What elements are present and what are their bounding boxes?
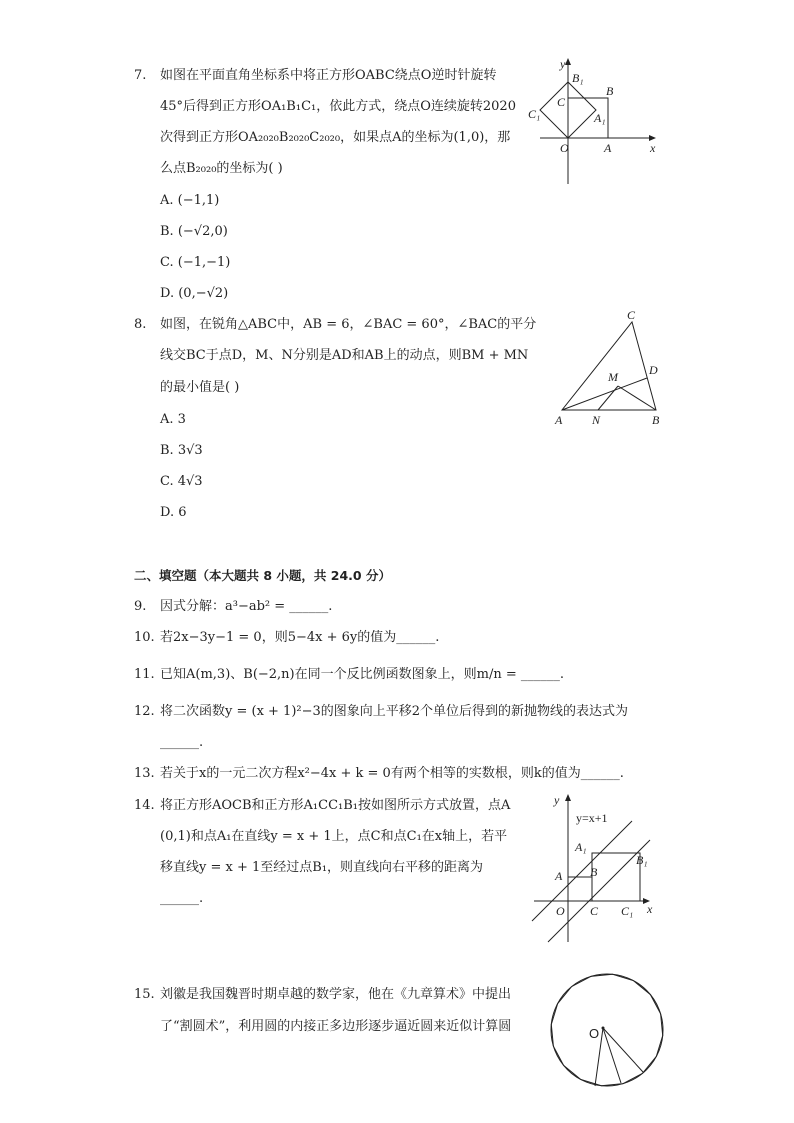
q7-option-d: D. (0,−√2): [160, 286, 229, 301]
q7-line-3: 次得到正方形OA₂₀₂₀B₂₀₂₀C₂₀₂₀，如果点A的坐标为(1,0)，那: [160, 130, 511, 145]
q8-label-a: A: [555, 413, 563, 427]
q13-text: 若关于x的一元二次方程x²−4x + k = 0有两个相等的实数根，则k的值为______.: [160, 766, 624, 781]
q12-number: 12.: [134, 704, 155, 719]
q8-option-b: B. 3√3: [160, 443, 203, 458]
q14-figure: [528, 790, 663, 945]
q14-number: 14.: [134, 798, 155, 813]
q15-line-2: 了“割圆术”，利用圆的内接正多边形逐步逼近圆来近似计算圆: [160, 1019, 512, 1034]
q8-segment-mn: [598, 386, 618, 410]
q15-line-1: 刘徽是我国魏晋时期卓越的数学家，他在《九章算术》中提出: [160, 987, 512, 1002]
section-title: 二、填空题（本大题共 8 小题，共 24.0 分）: [134, 568, 391, 583]
q14-line-3: 移直线y = x + 1至经过点B₁，则直线向右平移的距离为: [160, 860, 484, 875]
q14-label-b: B: [590, 865, 598, 879]
q14-line-y-x-plus-1: [532, 821, 632, 921]
q15-label-o: O: [589, 1026, 600, 1041]
q7-label-a1: A₁: [594, 111, 606, 125]
q8-label-c: C: [627, 308, 636, 322]
q13-number: 13.: [134, 766, 155, 781]
q7-label-y: y: [560, 57, 566, 71]
q7-label-a: A: [604, 141, 612, 155]
q7-label-x: x: [650, 141, 656, 155]
q8-line-3: 的最小值是( ): [160, 380, 240, 395]
q7-line-4: 么点B₂₀₂₀的坐标为( ): [160, 161, 283, 176]
q8-option-c: C. 4√3: [160, 474, 203, 489]
q14-label-a1: A₁: [575, 840, 587, 854]
q8-option-a: A. 3: [160, 412, 186, 427]
q11-text: 已知A(m,3)、B(−2,n)在同一个反比例函数图象上，则m/n = ______.: [160, 667, 564, 682]
q14-square-aocb: [568, 877, 592, 901]
q8-label-m: M: [608, 370, 618, 384]
q14-label-y: y: [554, 793, 560, 807]
q12-line-1: 将二次函数y = (x + 1)²−3的图象向上平移2个单位后得到的新抛物线的表达式为: [160, 704, 629, 719]
q14-label-c1: C₁: [621, 904, 634, 918]
q7-label-o: O: [560, 141, 569, 155]
q8-line-2: 线交BC于点D，M、N分别是AD和AB上的动点，则BM + MN: [160, 348, 529, 363]
q15-radius-2: [603, 1028, 621, 1083]
q14-label-b1: B₁: [636, 853, 648, 867]
q14-label-o: O: [556, 904, 565, 918]
q9-number: 9.: [134, 599, 147, 614]
q7-line-1: 如图在平面直角坐标系中将正方形OABC绕点O逆时针旋转: [160, 68, 497, 83]
q14-square-a1cc1b1: [592, 853, 640, 901]
q8-label-d: D: [649, 363, 658, 377]
q15-radius-3: [603, 1028, 643, 1072]
q14-line-2: (0,1)和点A₁在直线y = x + 1上，点C和点C₁在x轴上，若平: [160, 829, 508, 844]
q7-y-arrow: [565, 58, 571, 65]
q7-label-b1: B₁: [572, 71, 584, 85]
q14-label-line: y=x+1: [576, 811, 608, 825]
q8-number: 8.: [134, 317, 147, 332]
q8-option-d: D. 6: [160, 505, 187, 520]
q8-label-b: B: [652, 413, 660, 427]
q15-number: 15.: [134, 987, 155, 1002]
q8-label-n: N: [592, 413, 601, 427]
q14-translated-line: [548, 840, 650, 942]
q11-number: 11.: [134, 667, 155, 682]
q14-label-a: A: [555, 869, 563, 883]
q15-figure: [545, 970, 670, 1090]
q7-label-c: C: [557, 95, 566, 109]
q15-inscribed-polygon: [551, 974, 662, 1085]
q14-y-arrow: [565, 794, 571, 801]
q7-number: 7.: [134, 68, 147, 83]
q10-text: 若2x−3y−1 = 0，则5−4x + 6y的值为______.: [160, 630, 440, 645]
q7-option-c: C. (−1,−1): [160, 255, 231, 270]
q7-figure: [522, 56, 667, 186]
q14-label-x: x: [647, 902, 653, 916]
q14-line-1: 将正方形AOCB和正方形A₁CC₁B₁按如图所示方式放置，点A: [160, 798, 511, 813]
q7-label-b: B: [606, 84, 614, 98]
q7-label-c1: C₁: [528, 107, 541, 121]
q8-line-1: 如图，在锐角△ABC中，AB = 6，∠BAC = 60°，∠BAC的平分: [160, 317, 537, 332]
q14-line-4: ______.: [160, 891, 204, 906]
q9-text: 因式分解：a³−ab² = ______.: [160, 599, 333, 614]
q10-number: 10.: [134, 630, 155, 645]
q7-option-a: A. (−1,1): [160, 193, 220, 208]
q15-center-dot: [602, 1027, 605, 1030]
q14-label-c: C: [590, 904, 599, 918]
q8-figure: [548, 302, 668, 432]
q7-line-2: 45°后得到正方形OA₁B₁C₁，依此方式，绕点O连续旋转2020: [160, 99, 516, 114]
q12-line-2: ______.: [160, 735, 204, 750]
q7-option-b: B. (−√2,0): [160, 224, 228, 239]
